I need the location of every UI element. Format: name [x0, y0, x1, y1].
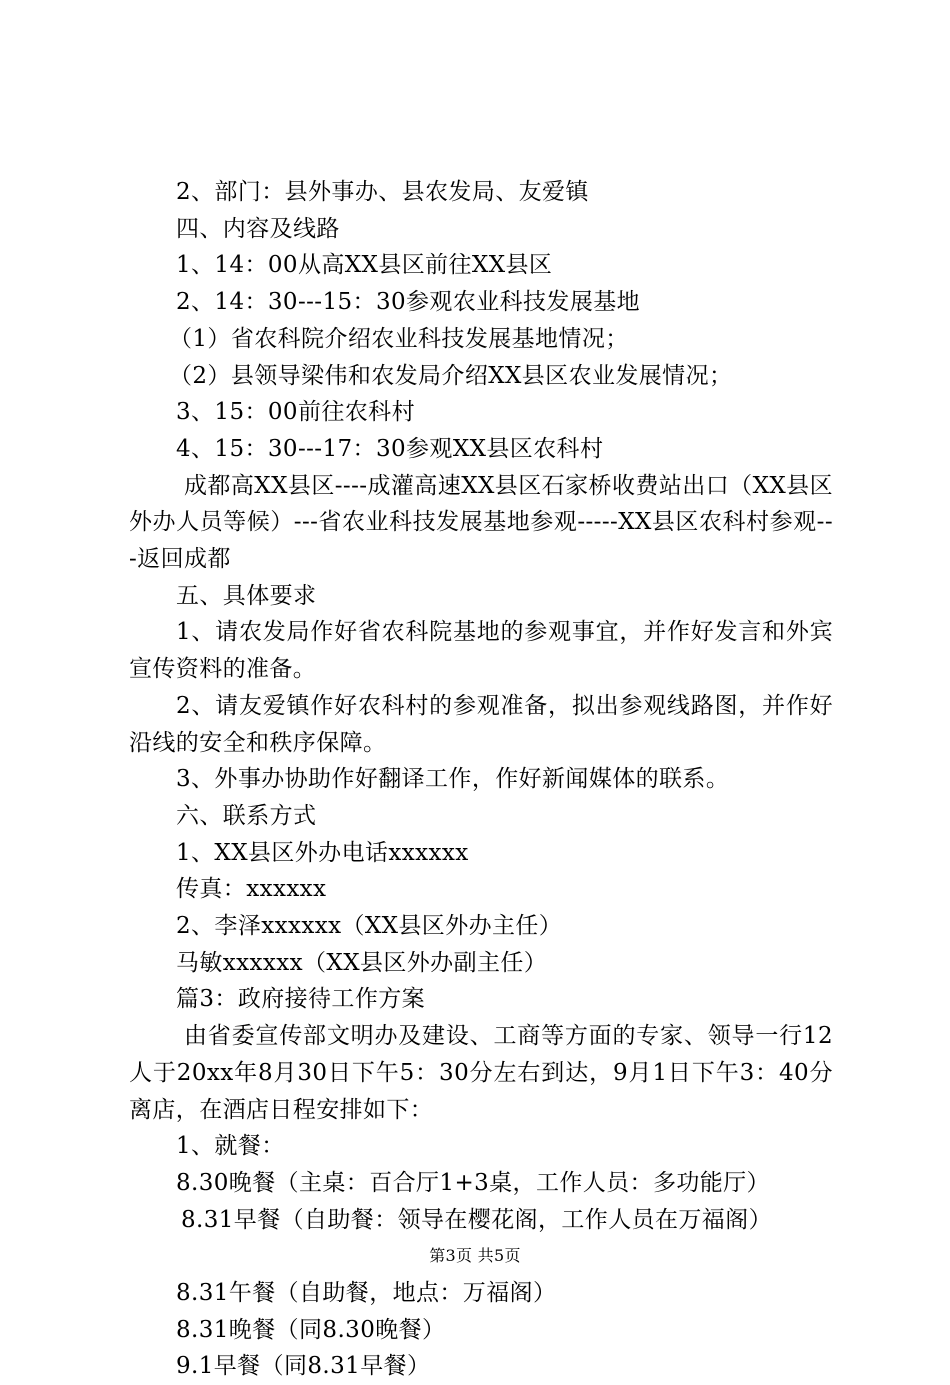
text-paragraph: 2、请友爱镇作好农科村的参观准备，拟出参观线路图，并作好沿线的安全和秩序保障。	[129, 692, 833, 756]
text-line: 马敏xxxxxx（XX县区外办副主任）	[176, 949, 548, 976]
text-line: 2、14：30---15：30参观农业科技发展基地	[176, 289, 641, 316]
text-line: 3、外事办协助作好翻译工作，作好新闻媒体的联系。	[176, 766, 730, 793]
text-line: 2、李泽xxxxxx（XX县区外办主任）	[176, 913, 563, 940]
route-paragraph: 成都高XX县区----成灌高速XX县区石家桥收费站出口（XX县区外办人员等候）---省农业科技发展基地参观-----XX县区农科村参观---返回成都	[129, 472, 833, 573]
text-line: 传真：xxxxxx	[176, 876, 327, 903]
section-heading: 六、联系方式	[176, 802, 317, 829]
page-footer: 第3页 共5页	[429, 1246, 521, 1265]
text-line: （2）县领导梁伟和农发局介绍XX县区农业发展情况；	[169, 362, 733, 389]
text-line: 9.1早餐（同8.31早餐）	[176, 1353, 431, 1380]
text-line: 4、15：30---17：30参观XX县区农科村	[176, 435, 604, 462]
section-heading: 四、内容及线路	[176, 215, 340, 242]
chapter-heading: 篇3：政府接待工作方案	[176, 986, 426, 1013]
text-line: 8.31晚餐（同8.30晚餐）	[176, 1316, 446, 1343]
text-line: 2、部门：县外事办、县农发局、友爱镇	[176, 179, 589, 205]
document-body	[129, 174, 833, 1385]
text-line: 8.31午餐（自助餐，地点：万福阁）	[176, 1280, 557, 1307]
text-line: 1、就餐：	[176, 1133, 285, 1160]
text-paragraph: 1、请农发局作好省农科院基地的参观事宜，并作好发言和外宾宣传资料的准备。	[129, 619, 833, 683]
text-line: 1、14：00从高XX县区前往XX县区	[176, 252, 553, 279]
text-line: 3、15：00前往农科村	[176, 399, 415, 426]
section-heading: 五、具体要求	[176, 582, 317, 609]
text-line: 1、XX县区外办电话xxxxxx	[176, 839, 469, 866]
text-paragraph: 由省委宣传部文明办及建设、工商等方面的专家、领导一行12人于20xx年8月30日下午5：30分左右到达，9月1日下午3：40分离店，在酒店日程安排如下：	[129, 1023, 833, 1123]
text-line: 8.30晚餐（主桌：百合厅1+3桌，工作人员：多功能厅）	[176, 1169, 770, 1196]
text-line: 8.31早餐（自助餐：领导在樱花阁，工作人员在万福阁）	[181, 1206, 773, 1233]
text-line: （1）省农科院介绍农业科技发展基地情况；	[169, 325, 629, 352]
